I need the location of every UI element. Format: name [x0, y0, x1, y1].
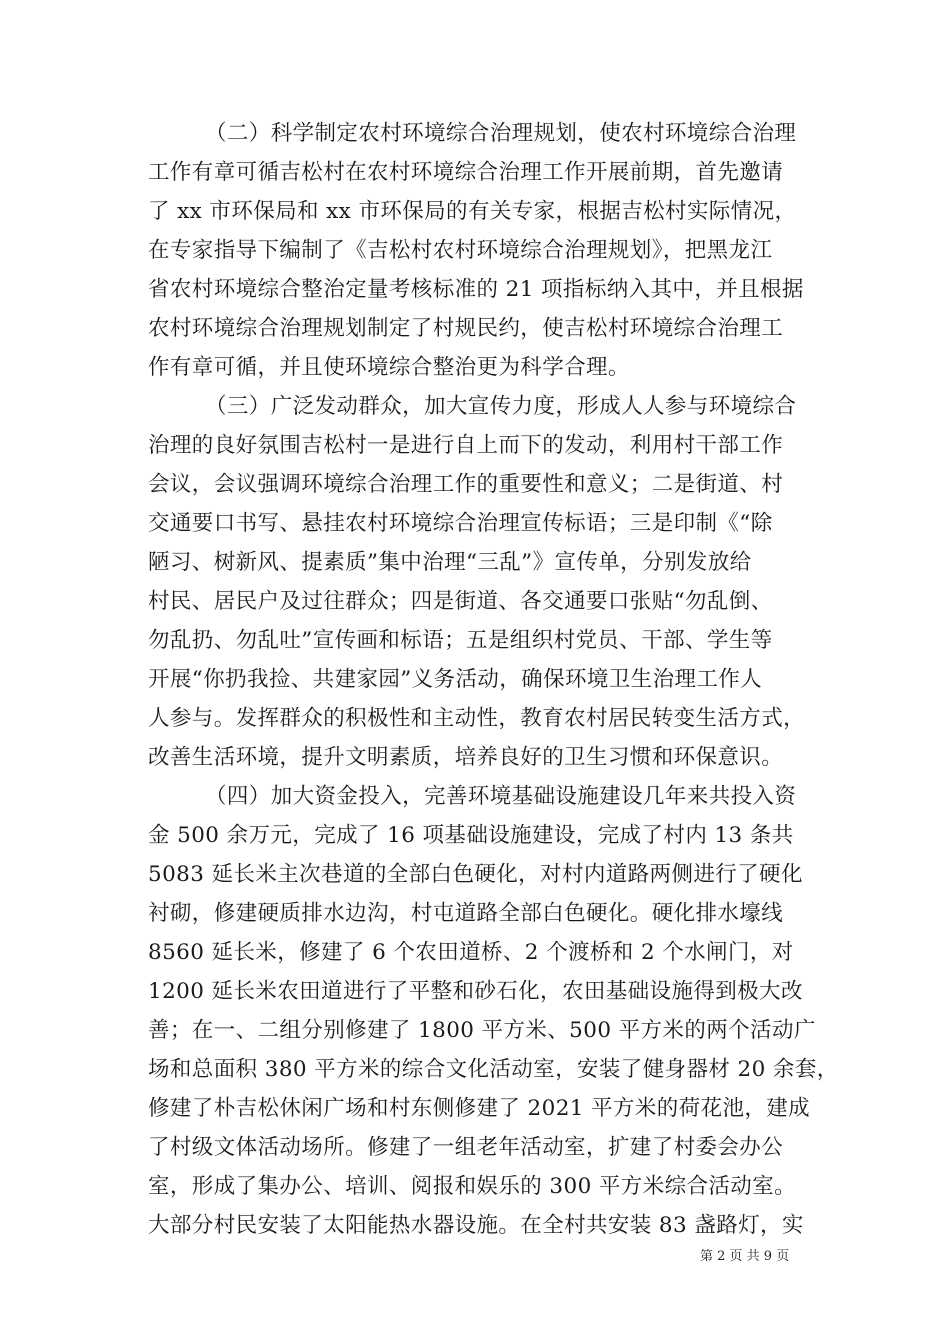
- text-line: 作有章可循，并且使环境综合整治更为科学合理。: [148, 355, 630, 380]
- text-line: 农村环境综合治理规划制定了村规民约，使吉松村环境综合治理工: [148, 316, 784, 341]
- text-line: 开展“你扔我捡、共建家园”义务活动，确保环境卫生治理工作人: [148, 667, 763, 692]
- text-line: 在专家指导下编制了《吉松村农村环境综合治理规划》，把黑龙江: [148, 238, 773, 263]
- text-line: 了 xx 市环保局和 xx 市环保局的有关专家，根据吉松村实际情况，: [148, 199, 797, 224]
- text-line: 村民、居民户及过往群众；四是街道、各交通要口张贴“勿乱倒、: [148, 589, 773, 614]
- text-line: 5083 延长米主次巷道的全部白色硬化，对村内道路两侧进行了硬化: [148, 862, 803, 887]
- page-number-footer: 第 2 页 共 9 页: [700, 1249, 790, 1264]
- paragraph-2-heading-line: （二）科学制定农村环境综合治理规划，使农村环境综合治理: [205, 121, 797, 146]
- text-line: 场和总面积 380 平方米的综合文化活动室，安装了健身器材 20 余套，: [148, 1057, 839, 1082]
- text-line: 室，形成了集办公、培训、阅报和娱乐的 300 平方米综合活动室。: [148, 1174, 797, 1199]
- text-line: 1200 延长米农田道进行了平整和砂石化，农田基础设施得到极大改: [148, 979, 803, 1004]
- text-line: 人参与。发挥群众的积极性和主动性，教育农村居民转变生活方式，: [148, 706, 806, 731]
- text-line: 陋习、树新风、提素质”集中治理“三乱”》宣传单，分别发放给: [148, 550, 752, 575]
- text-line: 治理的良好氛围吉松村一是进行自上而下的发动，利用村干部工作: [148, 433, 784, 458]
- text-line: 省农村环境综合整治定量考核标准的 21 项指标纳入其中，并且根据: [148, 277, 804, 302]
- text-line: 勿乱扔、勿乱吐”宣传画和标语；五是组织村党员、干部、学生等: [148, 628, 773, 653]
- text-line: 8560 延长米，修建了 6 个农田道桥、2 个渡桥和 2 个水闸门，对: [148, 940, 794, 965]
- text-line: 了村级文体活动场所。修建了一组老年活动室，扩建了村委会办公: [148, 1135, 784, 1160]
- text-line: 工作有章可循吉松村在农村环境综合治理工作开展前期，首先邀请: [148, 160, 784, 185]
- paragraph-4-heading-line: （四）加大资金投入，完善环境基础设施建设几年来共投入资: [205, 784, 797, 809]
- text-line: 衬砌，修建硬质排水边沟，村屯道路全部白色硬化。硬化排水壕线: [148, 901, 784, 926]
- text-line: 金 500 余万元，完成了 16 项基础设施建设，完成了村内 13 条共: [148, 823, 794, 848]
- text-line: 修建了朴吉松休闲广场和村东侧修建了 2021 平方米的荷花池，建成: [148, 1096, 811, 1121]
- text-line: 会议，会议强调环境综合治理工作的重要性和意义；二是街道、村: [148, 472, 784, 497]
- text-line: 改善生活环境，提升文明素质，培养良好的卫生习惯和环保意识。: [148, 745, 784, 770]
- text-line: 大部分村民安装了太阳能热水器设施。在全村共安装 83 盏路灯，实: [148, 1213, 804, 1238]
- text-line: 善；在一、二组分别修建了 1800 平方米、500 平方米的两个活动广: [148, 1018, 816, 1043]
- text-line: 交通要口书写、悬挂农村环境综合治理宣传标语；三是印制《“除: [148, 511, 773, 536]
- paragraph-3-heading-line: （三）广泛发动群众，加大宣传力度，形成人人参与环境综合: [205, 394, 797, 419]
